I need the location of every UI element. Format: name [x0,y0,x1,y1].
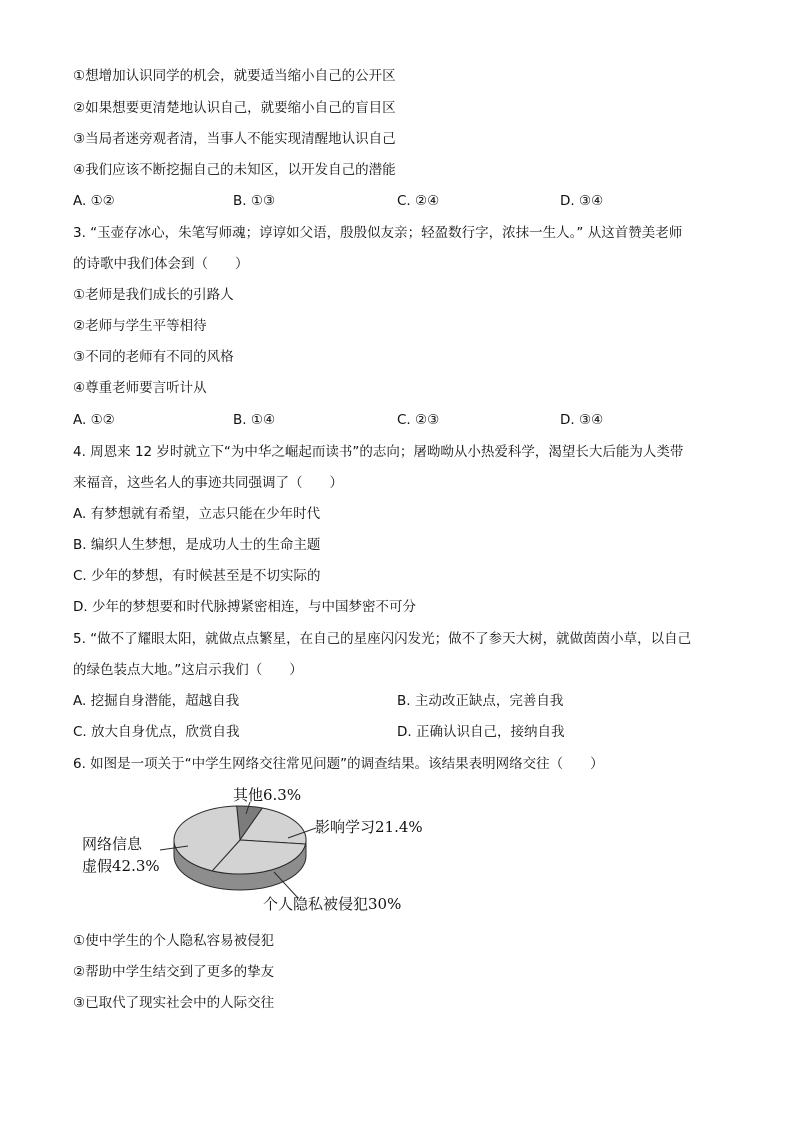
q2-item-1: ①想增加认识同学的机会，就要适当缩小自己的公开区 [73,68,396,84]
q5-stem-line-2: 的绿色装点大地。”这启示我们（ ） [73,662,303,678]
q3-item-1: ①老师是我们成长的引路人 [73,287,234,303]
q2-item-3: ③当局者迷旁观者清，当事人不能实现清醒地认识自己 [73,131,396,147]
q3-item-2: ②老师与学生平等相待 [73,318,207,334]
label-study: 影响学习21.4% [315,818,423,836]
q3-option-c: C. ②③ [397,412,440,428]
label-other: 其他6.3% [233,786,302,804]
q4-stem-line-1: 4. 周恩来 12 岁时就立下“为中华之崛起而读书”的志向；屠呦呦从小热爱科学，渴望长大后能为人类带 [73,444,684,460]
q2-option-a: A. ①② [73,193,115,209]
label-false-info-line-2: 虚假42.3% [82,857,160,875]
q5-option-a: A. 挖掘自身潜能，超越自我 [73,693,240,709]
q2-option-d: D. ③④ [560,193,604,209]
q4-stem-line-2: 来福音，这些名人的事迹共同强调了（ ） [73,475,343,491]
q6-item-3: ③已取代了现实社会中的人际交往 [73,995,275,1011]
q3-option-d: D. ③④ [560,412,604,428]
q3-stem-line-2: 的诗歌中我们体会到（ ） [73,256,249,272]
q3-option-a: A. ①② [73,412,115,428]
q2-option-c: C. ②④ [397,193,440,209]
label-privacy: 个人隐私被侵犯30% [263,895,402,913]
q2-item-4: ④我们应该不断挖掘自己的未知区，以开发自己的潜能 [73,162,396,178]
q5-option-d: D. 正确认识自己，接纳自我 [397,724,565,740]
q4-option-a: A. 有梦想就有希望，立志只能在少年时代 [73,506,321,522]
q4-option-d: D. 少年的梦想要和时代脉搏紧密相连，与中国梦密不可分 [73,599,416,615]
q5-option-b: B. 主动改正缺点，完善自我 [397,693,564,709]
q6-item-1: ①使中学生的个人隐私容易被侵犯 [73,933,275,949]
q6-item-2: ②帮助中学生结交到了更多的挚友 [73,964,275,980]
q6-stem: 6. 如图是一项关于“中学生网络交往常见问题”的调查结果。该结果表明网络交往（ ） [73,756,604,772]
q2-option-b: B. ①③ [233,193,276,209]
q3-item-3: ③不同的老师有不同的风格 [73,349,234,365]
q5-option-c: C. 放大自身优点，欣赏自我 [73,724,240,740]
q2-item-2: ②如果想要更清楚地认识自己，就要缩小自己的盲目区 [73,100,396,116]
q5-stem-line-1: 5. “做不了耀眼太阳，就做点点繁星，在自己的星座闪闪发光；做不了参天大树，就做茵茵小草，以自己 [73,631,692,647]
q4-option-c: C. 少年的梦想，有时候甚至是不切实际的 [73,568,321,584]
pie-chart [68,780,448,920]
q3-option-b: B. ①④ [233,412,276,428]
label-false-info-line-1: 网络信息 [82,835,143,853]
q4-option-b: B. 编织人生梦想，是成功人士的生命主题 [73,537,321,553]
q3-stem-line-1: 3. “玉壶存冰心，朱笔写师魂；谆谆如父语，殷殷似友亲；轻盈数行字，浓抹一生人。” 从这首赞美老师 [73,225,683,241]
q3-item-4: ④尊重老师要言听计从 [73,380,207,396]
